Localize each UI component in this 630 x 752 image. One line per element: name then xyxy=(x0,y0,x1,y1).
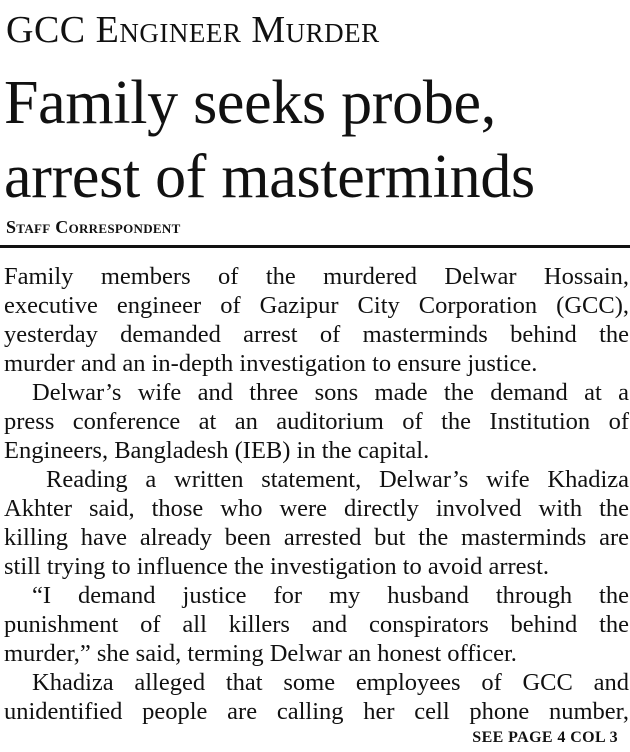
text-line: Engineers, Bangladesh (IEB) in the capital. xyxy=(4,437,430,464)
paragraph-2 xyxy=(4,378,629,465)
text-line: “I demand justice for my husband through the xyxy=(32,582,629,609)
text-line: Akhter said, those who were directly involved with the xyxy=(4,495,629,522)
text-line: Reading a written statement, Delwar’s wife Khadiza xyxy=(46,466,629,493)
text-line: press conference at an auditorium of the Institution of xyxy=(4,408,629,435)
paragraph-4 xyxy=(4,581,629,668)
text-line: murder,” she said, terming Delwar an honest officer. xyxy=(4,640,517,667)
text-line: Family members of the murdered Delwar Hossain, xyxy=(4,263,629,290)
text-line: executive engineer of Gazipur City Corporation (GCC), xyxy=(4,292,629,319)
byline: Staff Correspondent xyxy=(6,217,181,237)
text-line: yesterday demanded arrest of masterminds behind the xyxy=(4,321,629,348)
text-line: still trying to influence the investigation to avoid arrest. xyxy=(4,553,550,580)
paragraph-5 xyxy=(4,668,629,726)
text-line: punishment of all killers and conspirators behind the xyxy=(4,611,629,638)
headline-line-2: arrest of masterminds xyxy=(4,143,535,211)
text-line: murder and an in-depth investigation to ensure justice. xyxy=(4,350,538,377)
headline-line-1: Family seeks probe, xyxy=(4,69,496,137)
kicker-label: GCC Engineer Murder xyxy=(6,9,380,51)
text-line: Khadiza alleged that some employees of GCC and xyxy=(32,669,629,696)
article-body xyxy=(4,262,629,726)
continued-on-page-link: SEE PAGE 4 COL 3 xyxy=(472,729,618,746)
paragraph-3 xyxy=(4,465,629,581)
text-line: unidentified people are calling her cell phone number, xyxy=(4,698,629,725)
text-line: killing have already been arrested but the masterminds are xyxy=(4,524,629,551)
paragraph-1 xyxy=(4,262,629,378)
headline xyxy=(4,66,630,214)
text-line: Delwar’s wife and three sons made the demand at a xyxy=(32,379,629,406)
byline-divider xyxy=(0,245,630,248)
